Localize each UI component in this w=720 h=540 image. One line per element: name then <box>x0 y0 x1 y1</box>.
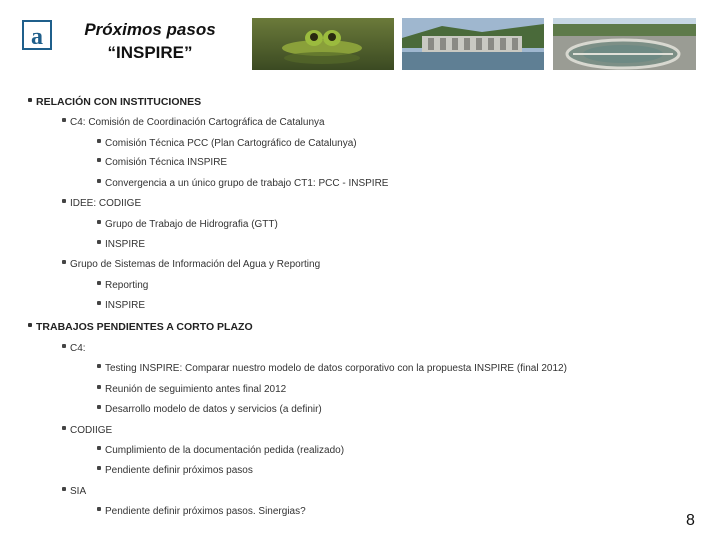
outline-item: Cumplimiento de la documentación pedida (realizado) <box>97 445 344 456</box>
outline-item: Grupo de Sistemas de Información del Agua y Reporting <box>62 259 320 270</box>
outline-item: Pendiente definir próximos pasos <box>97 465 253 476</box>
bullet-icon <box>97 446 101 450</box>
bullet-icon <box>97 139 101 143</box>
outline-item: TRABAJOS PENDIENTES A CORTO PLAZO <box>28 321 253 333</box>
page-number: 8 <box>686 512 695 529</box>
outline-item: Desarrollo modelo de datos y servicios (a definir) <box>97 404 322 415</box>
title-line-1: Próximos pasos <box>84 20 216 39</box>
bullet-icon <box>97 240 101 244</box>
outline-item: Reunión de seguimiento antes final 2012 <box>97 384 286 395</box>
bullet-icon <box>97 179 101 183</box>
bullet-icon <box>97 385 101 389</box>
outline-item: C4: Comisión de Coordinación Cartográfica de Catalunya <box>62 117 325 128</box>
bullet-icon <box>97 301 101 305</box>
outline-item: SIA <box>62 486 86 497</box>
outline-item: INSPIRE <box>97 300 145 311</box>
outline-item: Convergencia a un único grupo de trabajo CT1: PCC - INSPIRE <box>97 178 388 189</box>
bullet-icon <box>28 323 32 327</box>
bullet-icon <box>97 364 101 368</box>
outline-item: Testing INSPIRE: Comparar nuestro modelo de datos corporativo con la propuesta INSPIRE (final 2012) <box>97 363 567 374</box>
outline-item: Pendiente definir próximos pasos. Sinergias? <box>97 506 306 517</box>
bullet-icon <box>97 220 101 224</box>
bullet-icon <box>97 507 101 511</box>
bullet-icon <box>97 405 101 409</box>
bullet-icon <box>62 118 66 122</box>
outline-item: CODIIGE <box>62 425 112 436</box>
bullet-icon <box>62 487 66 491</box>
title-line-2: “INSPIRE” <box>107 43 193 62</box>
bullet-icon <box>97 466 101 470</box>
bullet-icon <box>62 260 66 264</box>
outline-item: INSPIRE <box>97 239 145 250</box>
bullet-icon <box>62 426 66 430</box>
outline-item: C4: <box>62 343 86 354</box>
outline-item: Comisión Técnica PCC (Plan Cartográfico de Catalunya) <box>97 138 357 149</box>
outline-item: Comisión Técnica INSPIRE <box>97 157 227 168</box>
bullet-icon <box>62 199 66 203</box>
outline-item: Reporting <box>97 280 148 291</box>
bullet-icon <box>62 344 66 348</box>
bullet-icon <box>28 98 32 102</box>
outline-item: Grupo de Trabajo de Hidrografia (GTT) <box>97 219 278 230</box>
bullet-icon <box>97 158 101 162</box>
svg-text:a: a <box>31 24 43 50</box>
bullet-icon <box>97 281 101 285</box>
outline-item: IDEE: CODIIGE <box>62 198 141 209</box>
outline-item: RELACIÓN CON INSTITUCIONES <box>28 96 201 108</box>
